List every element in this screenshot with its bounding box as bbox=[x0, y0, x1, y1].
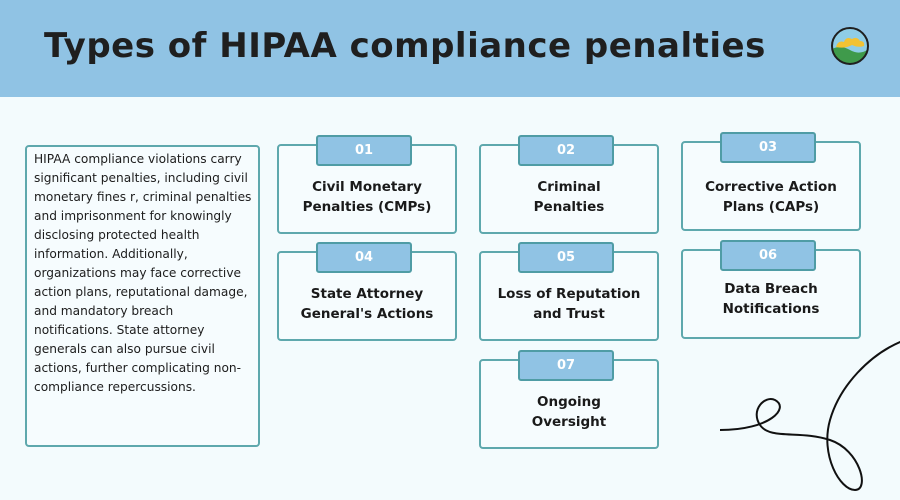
page-title: Types of HIPAA compliance penalties bbox=[44, 26, 766, 66]
penalty-card-06 bbox=[681, 249, 861, 339]
card-title: Loss of Reputation and Trust bbox=[497, 286, 641, 322]
description-text: HIPAA compliance violations carry significant penalties, including civil monetary fines r, criminal penalties and imprisonment for knowingly disclosing protected health information. Additionally, organizations may face corrective action plans, reputational damage, and mandatory breach notifications. State attorney generals can also pursue civil actions, further complicating non-compliance repercussions. bbox=[34, 152, 252, 394]
card-number-badge: 03 bbox=[720, 132, 816, 163]
card-title: State Attorney General's Actions bbox=[300, 286, 434, 322]
card-number-badge: 02 bbox=[518, 135, 614, 166]
description-box bbox=[25, 145, 260, 447]
header-banner bbox=[0, 0, 900, 97]
card-title: Corrective Action Plans (CAPs) bbox=[705, 179, 837, 215]
card-number-badge: 06 bbox=[720, 240, 816, 271]
penalty-card-01 bbox=[277, 144, 457, 234]
penalty-card-02 bbox=[479, 144, 659, 234]
penalty-card-05 bbox=[479, 251, 659, 341]
penalty-card-07 bbox=[479, 359, 659, 449]
penalty-card-03 bbox=[681, 141, 861, 231]
logo-icon bbox=[830, 26, 870, 66]
card-title: Data Breach Notifications bbox=[722, 281, 820, 317]
card-number-badge: 05 bbox=[518, 242, 614, 273]
card-title: Criminal Penalties bbox=[533, 179, 605, 215]
card-number-badge: 07 bbox=[518, 350, 614, 381]
card-number-badge: 01 bbox=[316, 135, 412, 166]
penalty-card-04 bbox=[277, 251, 457, 341]
decorative-swirl bbox=[720, 330, 900, 500]
card-title: Ongoing Oversight bbox=[531, 394, 607, 430]
card-number-badge: 04 bbox=[316, 242, 412, 273]
card-title: Civil Monetary Penalties (CMPs) bbox=[302, 179, 432, 215]
